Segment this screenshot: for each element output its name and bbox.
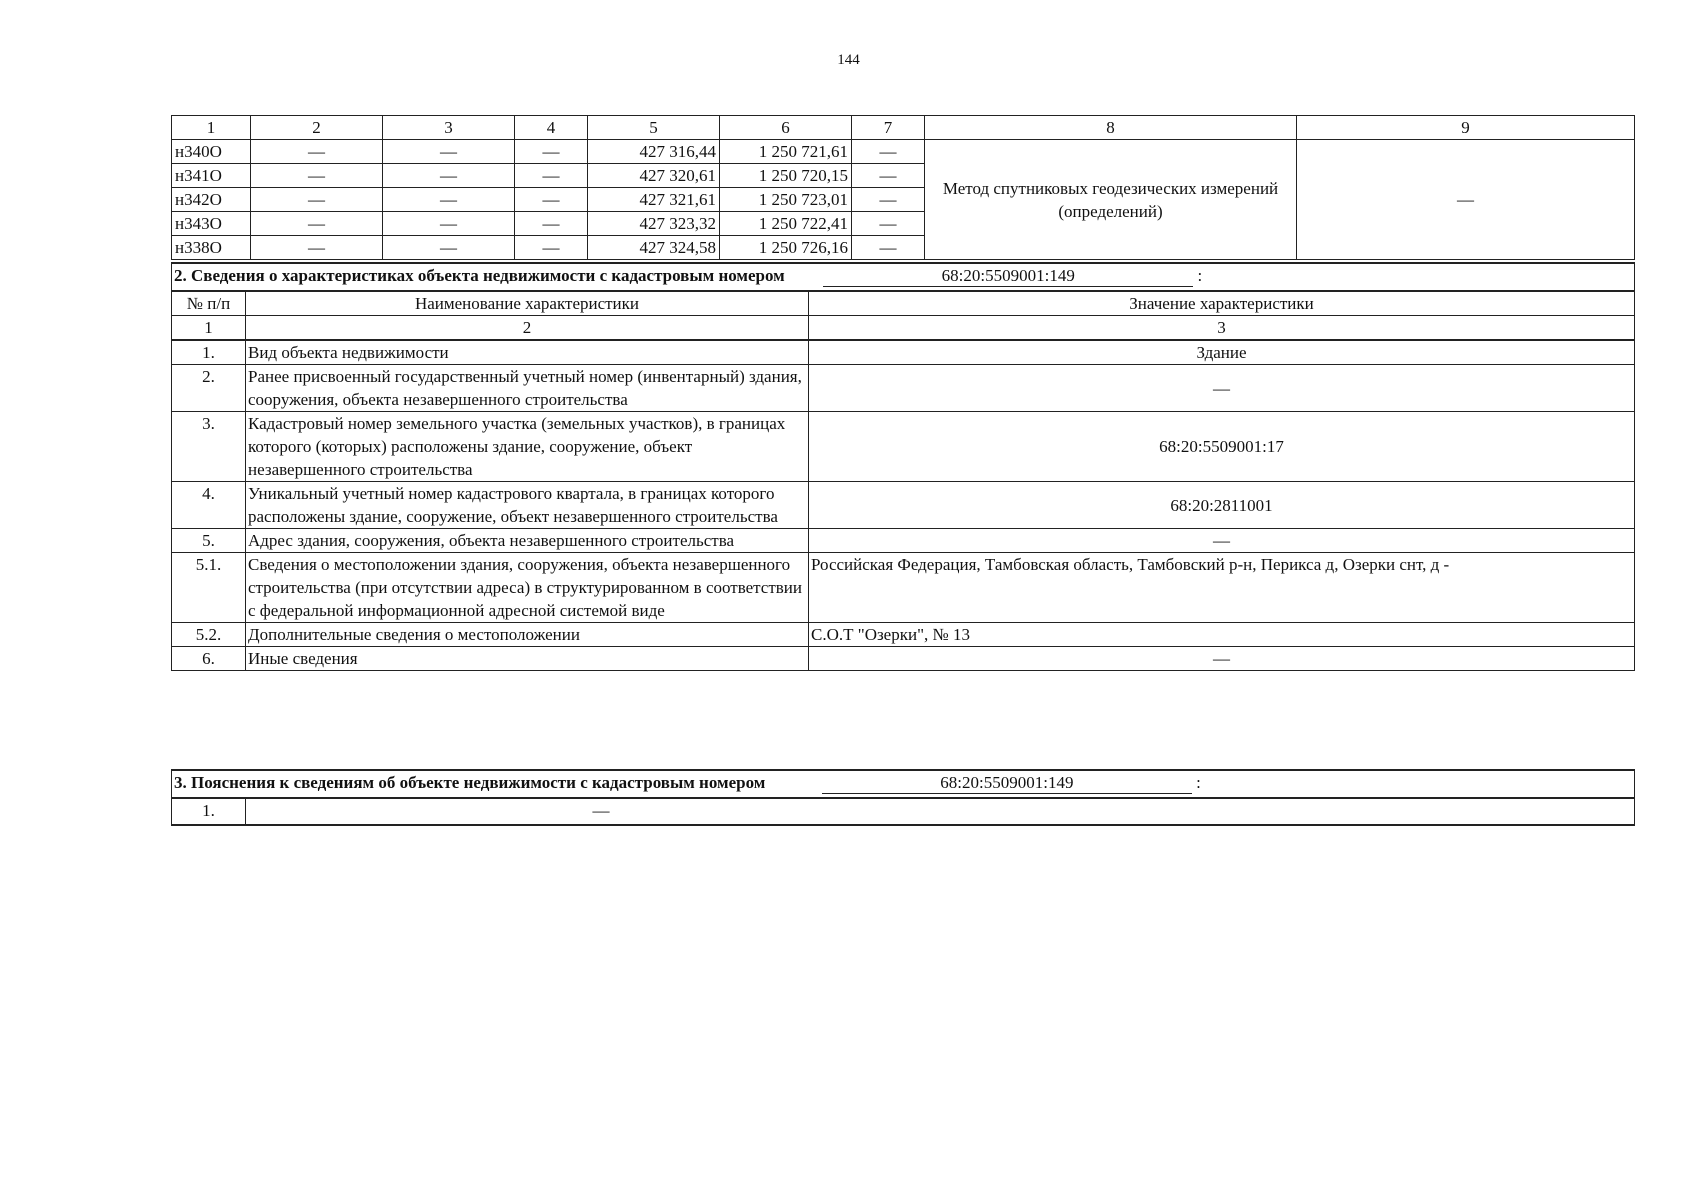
point-name: н342О (172, 188, 251, 212)
table-row (172, 365, 1635, 412)
cell: — (515, 236, 588, 260)
table-row (172, 647, 1635, 671)
row-number: 5. (172, 529, 246, 553)
header-cell: 7 (852, 116, 925, 140)
cell: — (251, 212, 383, 236)
header-cell: Наименование характеристики (246, 291, 809, 316)
characteristics-header-row (172, 291, 1635, 316)
coord-x: 427 324,58 (588, 236, 720, 260)
cell: — (251, 236, 383, 260)
col9-cell: — (1297, 140, 1635, 260)
section2-title-row (172, 263, 1635, 291)
characteristic-value: С.О.Т "Озерки", № 13 (809, 623, 1635, 647)
table-row (172, 623, 1635, 647)
cell: — (383, 140, 515, 164)
coord-y: 1 250 726,16 (720, 236, 852, 260)
row-number: 2. (172, 365, 246, 412)
section2-cadastral-number: 68:20:5509001:149 (823, 266, 1193, 287)
column-number-row (172, 316, 1635, 341)
table-row (172, 340, 1635, 365)
row-number: 1. (172, 340, 246, 365)
characteristic-value: Российская Федерация, Тамбовская область, Тамбовский р-н, Перикса д, Озерки снт, д - (809, 553, 1635, 623)
characteristic-value: — (809, 365, 1635, 412)
cell: — (852, 164, 925, 188)
cell: — (852, 188, 925, 212)
coord-y: 1 250 721,61 (720, 140, 852, 164)
characteristic-name: Сведения о местоположении здания, сооружения, объекта незавершенного строительства (при отсутствии адреса) в структурированном в соответствии с федеральной информационной адресной системой виде (246, 553, 809, 623)
cell: — (852, 236, 925, 260)
header-cell: 8 (925, 116, 1297, 140)
cell: — (852, 140, 925, 164)
header-cell: 9 (1297, 116, 1635, 140)
row-number: 1. (172, 798, 246, 825)
header-cell: 6 (720, 116, 852, 140)
section3-cadastral-number: 68:20:5509001:149 (822, 773, 1192, 794)
table-row (172, 553, 1635, 623)
point-name: н340О (172, 140, 251, 164)
table-row (172, 798, 1635, 825)
section3-title-row (172, 770, 1635, 798)
page-number: 144 (837, 52, 860, 68)
cell: — (515, 188, 588, 212)
characteristic-name: Ранее присвоенный государственный учетный номер (инвентарный) здания, сооружения, объекта незавершенного строительства (246, 365, 809, 412)
point-name: н341О (172, 164, 251, 188)
header-cell: 2 (251, 116, 383, 140)
characteristic-name: Адрес здания, сооружения, объекта незавершенного строительства (246, 529, 809, 553)
header-cell: 5 (588, 116, 720, 140)
characteristic-name: Иные сведения (246, 647, 809, 671)
table-row (172, 140, 1635, 164)
characteristic-value: Здание (809, 340, 1635, 365)
explanations-table (171, 769, 1635, 826)
header-cell: № п/п (172, 291, 246, 316)
cell: — (515, 140, 588, 164)
characteristic-value: 68:20:5509001:17 (809, 412, 1635, 482)
characteristic-name: Уникальный учетный номер кадастрового квартала, в границах которого расположены здание, сооружение, объект незавершенного строительства (246, 482, 809, 529)
coord-x: 427 323,32 (588, 212, 720, 236)
coordinates-header-row (172, 116, 1635, 140)
coordinates-table (171, 115, 1635, 260)
cell: — (383, 188, 515, 212)
table-row (172, 482, 1635, 529)
column-number: 1 (172, 316, 246, 341)
cell: — (852, 212, 925, 236)
section2-title: 2. Сведения о характеристиках объекта недвижимости с кадастровым номером (174, 266, 785, 285)
coord-y: 1 250 723,01 (720, 188, 852, 212)
section3-title: 3. Пояснения к сведениям об объекте недвижимости с кадастровым номером (174, 773, 766, 792)
cell: — (251, 188, 383, 212)
cell: — (251, 140, 383, 164)
header-cell: 3 (383, 116, 515, 140)
characteristic-name: Кадастровый номер земельного участка (земельных участков), в границах которого (которых) расположены здание, сооружение, объект незавершенного строительства (246, 412, 809, 482)
section3-colon: : (1196, 773, 1201, 792)
header-cell: 1 (172, 116, 251, 140)
explanation-value: — (246, 798, 1635, 825)
characteristic-name: Вид объекта недвижимости (246, 340, 809, 365)
coord-y: 1 250 720,15 (720, 164, 852, 188)
row-number: 4. (172, 482, 246, 529)
header-cell: Значение характеристики (809, 291, 1635, 316)
column-number: 2 (246, 316, 809, 341)
coord-x: 427 320,61 (588, 164, 720, 188)
characteristic-value: — (809, 647, 1635, 671)
cell: — (515, 164, 588, 188)
cell: — (515, 212, 588, 236)
column-number: 3 (809, 316, 1635, 341)
characteristic-value: 68:20:2811001 (809, 482, 1635, 529)
characteristics-table (171, 262, 1635, 671)
cell: — (251, 164, 383, 188)
cell: — (383, 212, 515, 236)
coord-x: 427 316,44 (588, 140, 720, 164)
characteristic-value: — (809, 529, 1635, 553)
header-cell: 4 (515, 116, 588, 140)
row-number: 6. (172, 647, 246, 671)
row-number: 3. (172, 412, 246, 482)
characteristic-name: Дополнительные сведения о местоположении (246, 623, 809, 647)
table-row (172, 412, 1635, 482)
table-row (172, 529, 1635, 553)
cell: — (383, 164, 515, 188)
cell: — (383, 236, 515, 260)
row-number: 5.1. (172, 553, 246, 623)
method-cell: Метод спутниковых геодезических измерений (определений) (925, 140, 1297, 260)
point-name: н343О (172, 212, 251, 236)
row-number: 5.2. (172, 623, 246, 647)
coord-y: 1 250 722,41 (720, 212, 852, 236)
point-name: н338О (172, 236, 251, 260)
section2-colon: : (1197, 266, 1203, 285)
coord-x: 427 321,61 (588, 188, 720, 212)
